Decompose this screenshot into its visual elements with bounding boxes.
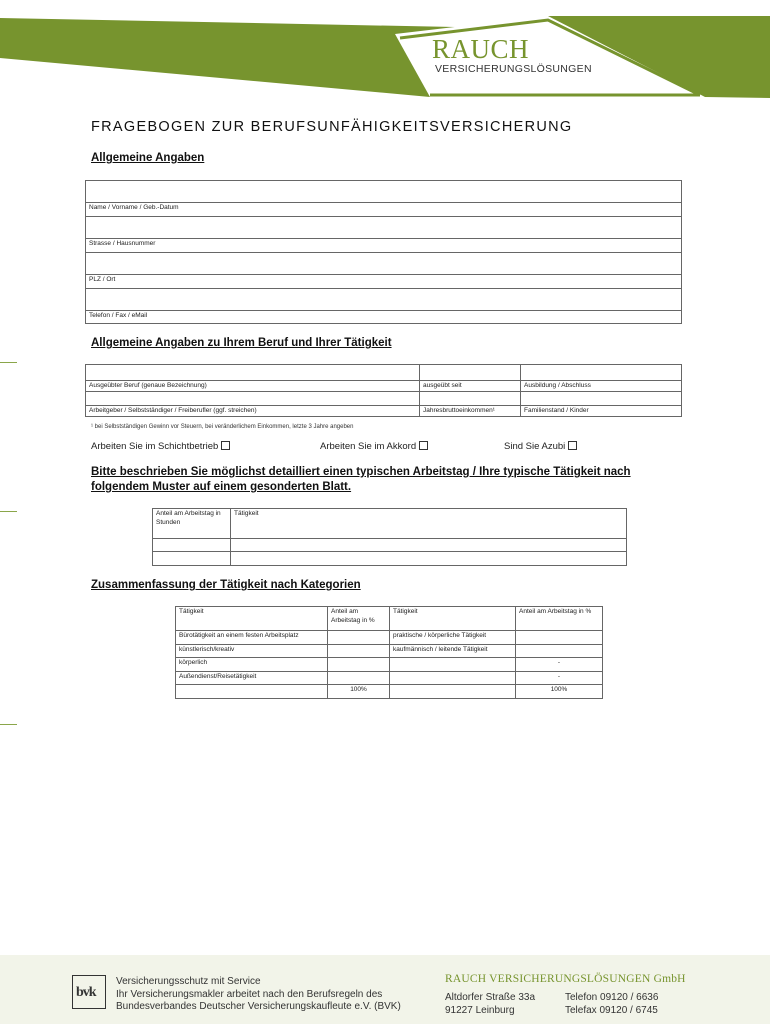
summary-category: kaufmännisch / leitende Tätigkeit <box>390 645 516 658</box>
header-swoosh <box>0 0 770 110</box>
summary-category: körperlich <box>176 658 328 672</box>
employer-field[interactable] <box>86 392 420 406</box>
field-label: Arbeitgeber / Selbstständiger / Freiberufler (ggf. streichen) <box>86 406 420 417</box>
page-title: FRAGEBOGEN ZUR BERUFSUNFÄHIGKEITSVERSICHERUNG <box>91 119 573 135</box>
street-field[interactable] <box>86 217 682 239</box>
summary-percent-cell[interactable] <box>328 631 390 645</box>
education-field[interactable] <box>521 365 682 381</box>
footer-city: 91227 Leinburg <box>445 1004 515 1016</box>
shift-question <box>91 441 230 452</box>
job-info-table <box>85 364 682 417</box>
summary-total-empty <box>176 685 328 699</box>
summary-table <box>175 606 603 699</box>
footer-contact <box>565 992 658 1017</box>
summary-total: 100% <box>328 685 390 699</box>
fold-mark <box>0 724 17 725</box>
hours-header: Anteil am Arbeitstag in Stunden <box>153 509 231 539</box>
city-field[interactable] <box>86 253 682 275</box>
field-label: Name / Vorname / Geb.-Datum <box>86 203 682 217</box>
field-label: Ausbildung / Abschluss <box>521 381 682 392</box>
field-label: Familienstand / Kinder <box>521 406 682 417</box>
summary-category: praktische / körperliche Tätigkeit <box>390 631 516 645</box>
bvk-logo <box>72 975 106 1009</box>
summary-category <box>390 658 516 672</box>
activity-cell[interactable] <box>231 552 627 566</box>
section-workday-heading: Bitte beschrieben Sie möglichst detailliert einen typischen Arbeitstag / Ihre typische Tätigkeit nach <box>91 466 631 478</box>
activity-cell[interactable] <box>231 539 627 552</box>
summary-total: 100% <box>516 685 603 699</box>
since-field[interactable] <box>420 365 521 381</box>
summary-header: Anteil am Arbeitstag in % <box>516 607 603 631</box>
piecework-label: Arbeiten Sie im Akkord <box>320 441 417 452</box>
summary-percent-cell[interactable] <box>328 672 390 685</box>
footnote: ¹ bei Selbstständigen Gewinn vor Steuern, bei veränderlichem Einkommen, letzte 3 Jahre angeben <box>91 424 354 430</box>
bvk-logo-text: bvk <box>76 985 96 1000</box>
summary-header: Tätigkeit <box>176 607 328 631</box>
fold-mark <box>0 511 17 512</box>
piecework-question <box>320 441 428 452</box>
summary-header: Anteil am Arbeitstag in % <box>328 607 390 631</box>
footer-service-text <box>116 976 401 1014</box>
workday-table <box>152 508 627 566</box>
summary-percent-cell[interactable] <box>516 631 603 645</box>
summary-category <box>390 672 516 685</box>
footer-company-name: RAUCH VERSICHERUNGSLÖSUNGEN GmbH <box>445 973 686 985</box>
footer-line3: Bundesverbandes Deutscher Versicherungskaufleute e.V. (BVK) <box>116 1001 401 1012</box>
fold-mark <box>0 362 17 363</box>
page-header <box>0 0 770 110</box>
summary-category: Bürotätigkeit an einem festen Arbeitsplatz <box>176 631 328 645</box>
page-footer <box>0 955 770 1024</box>
shift-checkbox[interactable] <box>221 441 230 450</box>
income-field[interactable] <box>420 392 521 406</box>
occupation-field[interactable] <box>86 365 420 381</box>
section-job-heading: Allgemeine Angaben zu Ihrem Beruf und Ihrer Tätigkeit <box>91 337 392 349</box>
section-general-heading: Allgemeine Angaben <box>91 152 205 164</box>
summary-percent-cell[interactable]: - <box>516 658 603 672</box>
footer-address <box>445 992 535 1017</box>
trainee-label: Sind Sie Azubi <box>504 441 566 452</box>
family-field[interactable] <box>521 392 682 406</box>
summary-percent-cell[interactable] <box>328 645 390 658</box>
contact-field[interactable] <box>86 289 682 311</box>
section-workday-heading-line2: folgendem Muster auf einem gesonderten Blatt. <box>91 481 352 493</box>
summary-percent-cell[interactable] <box>516 645 603 658</box>
field-label: Strasse / Hausnummer <box>86 239 682 253</box>
hours-cell[interactable] <box>153 552 231 566</box>
field-label: PLZ / Ort <box>86 275 682 289</box>
summary-percent-cell[interactable] <box>328 658 390 672</box>
hours-cell[interactable] <box>153 539 231 552</box>
field-label: ausgeübt seit <box>420 381 521 392</box>
summary-percent-cell[interactable]: - <box>516 672 603 685</box>
field-label: Ausgeübter Beruf (genaue Bezeichnung) <box>86 381 420 392</box>
name-field[interactable] <box>86 181 682 203</box>
activity-header: Tätigkeit <box>231 509 627 539</box>
piecework-checkbox[interactable] <box>419 441 428 450</box>
footer-fax: Telefax 09120 / 6745 <box>565 1004 658 1016</box>
summary-total-empty <box>390 685 516 699</box>
footer-line1: Versicherungsschutz mit Service <box>116 976 261 987</box>
footer-line2: Ihr Versicherungsmakler arbeitet nach den Berufsregeln des <box>116 988 383 1000</box>
footer-street: Altdorfer Straße 33a <box>445 992 536 1003</box>
shift-label: Arbeiten Sie im Schichtbetrieb <box>91 441 219 452</box>
logo-subtitle: VERSICHERUNGSLÖSUNGEN <box>435 63 592 75</box>
logo-name: RAUCH <box>432 34 530 64</box>
section-summary-heading: Zusammenfassung der Tätigkeit nach Kategorien <box>91 579 361 591</box>
field-label: Jahresbruttoeinkommen¹ <box>420 406 521 417</box>
summary-category: Außendienst/Reisetätigkeit <box>176 672 328 685</box>
trainee-question <box>504 441 577 452</box>
footer-phone: Telefon 09120 / 6636 <box>565 992 659 1003</box>
field-label: Telefon / Fax / eMail <box>86 311 682 324</box>
general-info-table <box>85 180 682 324</box>
summary-header: Tätigkeit <box>390 607 516 631</box>
trainee-checkbox[interactable] <box>568 441 577 450</box>
summary-category: künstlerisch/kreativ <box>176 645 328 658</box>
